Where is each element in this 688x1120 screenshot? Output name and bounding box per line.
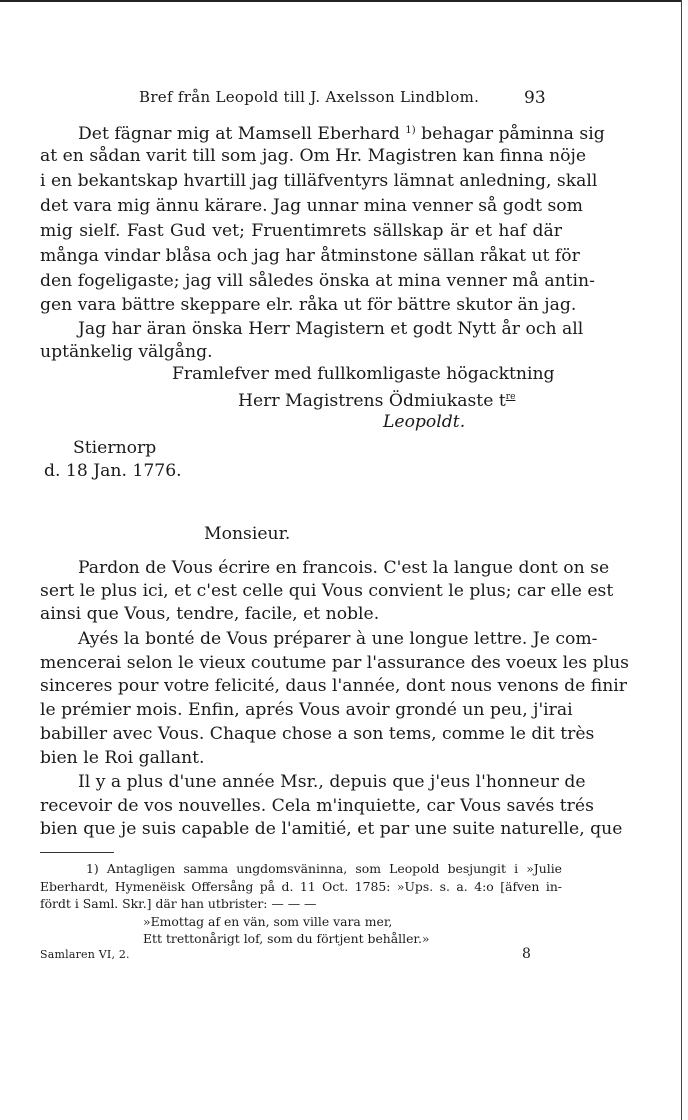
text-line: sert le plus ici, et c'est celle qui Vous convient le plus; car elle est bbox=[40, 581, 614, 601]
closing-superscript: re bbox=[505, 392, 516, 402]
footnote-quote-line: »Emottag af en vän, som ville vara mer, bbox=[143, 914, 393, 929]
page-number: 93 bbox=[524, 88, 546, 108]
line-text-continued: behagar påminna sig bbox=[421, 124, 605, 144]
running-title: Bref från Leopold till J. Axelsson Lindblom. bbox=[139, 88, 480, 106]
text-line: ainsi que Vous, tendre, facile, et noble. bbox=[40, 604, 380, 624]
text-line bbox=[78, 120, 605, 144]
footnote-reference: 1) bbox=[405, 125, 416, 136]
sheet-number: 8 bbox=[522, 946, 531, 962]
footnote-line: 1) Antagligen samma ungdomsväninna, som Leopold besjungit i »Julie bbox=[86, 861, 562, 876]
text-line: Jag har äran önska Herr Magistern et godt Nytt år och all bbox=[78, 319, 584, 339]
running-header bbox=[0, 88, 688, 110]
footnote-quote-line: Ett trettonårigt lof, som du förtjent behåller.» bbox=[143, 931, 430, 946]
text-line: babiller avec Vous. Chaque chose a son tems, comme le dit très bbox=[40, 724, 595, 744]
text-line: det vara mig ännu kärare. Jag unnar mina venner så godt som bbox=[40, 196, 583, 216]
text-line: mig sielf. Fast Gud vet; Fruentimrets sällskap är et haf där bbox=[40, 221, 562, 241]
text-line: le prémier mois. Enfin, aprés Vous avoir grondé un peu, j'irai bbox=[40, 700, 573, 720]
text-line: gen vara bättre skeppare elr. råka ut för bättre skutor än jag. bbox=[40, 295, 577, 315]
closing-line-2 bbox=[238, 386, 515, 412]
text-line: mencerai selon le vieux coutume par l'assurance des voeux les plus bbox=[40, 653, 629, 673]
footnote-rule bbox=[40, 852, 114, 853]
text-line: Pardon de Vous écrire en francois. C'est la langue dont on se bbox=[78, 558, 610, 578]
line-text: Det fägnar mig at Mamsell Eberhard bbox=[78, 124, 400, 144]
text-line: Il y a plus d'une année Msr., depuis que j'eus l'honneur de bbox=[78, 772, 586, 792]
text-line: Ayés la bonté de Vous préparer à une longue lettre. Je com- bbox=[78, 629, 598, 649]
footnote-line: fördt i Saml. Skr.] där han utbrister: — — — bbox=[40, 896, 317, 911]
letter-date: d. 18 Jan. 1776. bbox=[44, 461, 182, 481]
text-line: bien le Roi gallant. bbox=[40, 748, 205, 768]
text-line: sinceres pour votre felicité, daus l'année, dont nous venons de finir bbox=[40, 676, 628, 696]
text-line: at en sådan varit till som jag. Om Hr. Magistren kan finna nöje bbox=[40, 146, 587, 166]
salutation: Monsieur. bbox=[204, 524, 291, 544]
right-edge-line bbox=[681, 0, 682, 1120]
text-line: recevoir de vos nouvelles. Cela m'inquiette, car Vous savés trés bbox=[40, 796, 594, 816]
closing-text: Herr Magistrens Ödmiukaste t bbox=[238, 391, 506, 411]
text-line: uptänkelig välgång. bbox=[40, 342, 213, 362]
top-edge-line bbox=[0, 0, 682, 2]
text-line: den fogeligaste; jag vill således önska at mina venner må antin- bbox=[40, 271, 595, 291]
letter-place: Stiernorp bbox=[73, 438, 157, 458]
text-line: många vindar blåsa och jag har åtminstone sällan råkat ut för bbox=[40, 246, 580, 266]
printer-signature-mark: Samlaren VI, 2. bbox=[40, 948, 130, 961]
text-line: bien que je suis capable de l'amitié, et par une suite naturelle, que bbox=[40, 819, 623, 839]
text-line: i en bekantskap hvartill jag tilläfventyrs lämnat anledning, skall bbox=[40, 171, 598, 191]
letter-signature: Leopoldt. bbox=[383, 412, 466, 432]
footnote-line: Eberhardt, Hymenëisk Offersång på d. 11 Oct. 1785: »Ups. s. a. 4:o [äfven in- bbox=[40, 879, 562, 894]
closing-line-1: Framlefver med fullkomligaste högacktning bbox=[172, 364, 555, 384]
